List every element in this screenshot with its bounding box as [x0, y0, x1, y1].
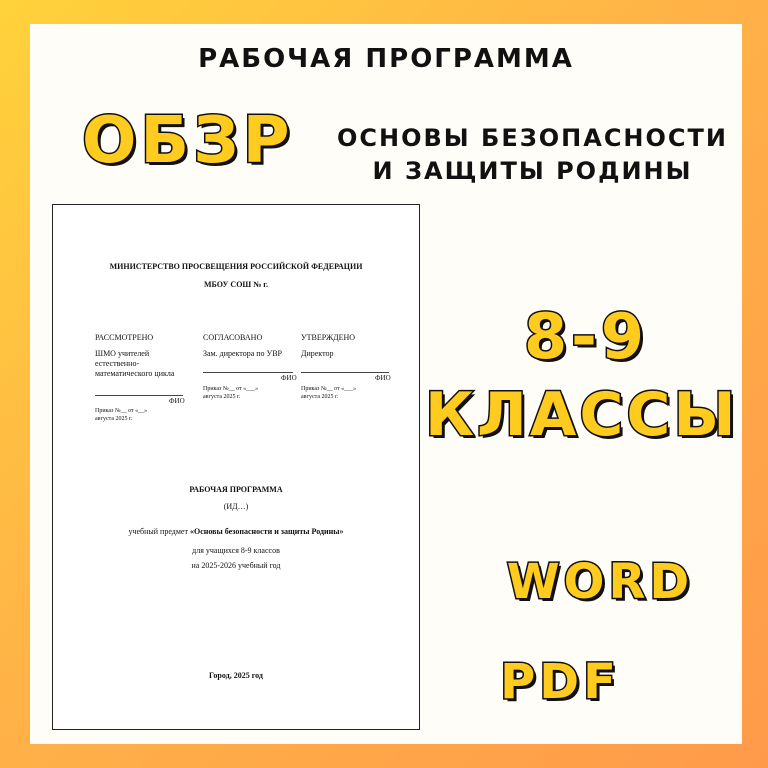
approval-body-2-line-1: Зам. директора по УВР: [203, 349, 282, 358]
promo-card: [30, 24, 742, 744]
approval-body-3-line-1: Директор: [301, 349, 334, 358]
approval-body-1-line-1: ШМО учителей: [95, 349, 150, 358]
banner-title: РАБОЧАЯ ПРОГРАММА: [198, 44, 574, 74]
subject-full-name: [330, 122, 735, 188]
doc-audience: для учащихся 8-9 классов: [192, 546, 280, 555]
fio-1: ФИО: [169, 397, 185, 405]
doc-program-title: РАБОЧАЯ ПРОГРАММА: [189, 485, 283, 494]
grade-range: 8-9: [523, 300, 648, 373]
approval-heading-3: УТВЕРЖДЕНО: [301, 333, 356, 342]
subject-abbreviation: ОБЗР: [82, 104, 294, 178]
grade-label: КЛАССЫ: [425, 380, 739, 450]
fio-3: ФИО: [375, 374, 391, 382]
signature-line-2: [203, 372, 293, 373]
order-2-line-1: Приказ №__ от «___»: [203, 386, 259, 392]
doc-school: МБОУ СОШ № г.: [204, 280, 268, 289]
signature-line-3: [301, 372, 389, 373]
format-word-badge: WORD: [506, 554, 694, 610]
doc-program-id: (ИД…): [223, 502, 249, 511]
doc-footer: Город, 2025 год: [209, 671, 263, 680]
approval-heading-1: РАССМОТРЕНО: [95, 333, 154, 342]
subject-full-line-1: ОСНОВЫ БЕЗОПАСНОСТИ: [337, 124, 728, 152]
order-1-line-2: августа 2025 г.: [95, 416, 133, 422]
doc-year: на 2025-2026 учебный год: [191, 561, 281, 570]
order-3-line-2: августа 2025 г.: [301, 394, 339, 400]
doc-ministry: МИНИСТЕРСТВО ПРОСВЕЩЕНИЯ РОССИЙСКОЙ ФЕДЕРАЦИИ: [109, 262, 363, 271]
doc-subject-prefix: учебный предмет: [128, 527, 190, 536]
order-3-line-1: Приказ №__ от «___»: [301, 386, 357, 392]
signature-line-1: [95, 395, 183, 396]
doc-subject-name: «Основы безопасности и защиты Родины»: [189, 527, 344, 536]
order-1-line-1: Приказ №__ от «__»: [95, 408, 148, 414]
approval-body-1-line-3: математического цикла: [95, 369, 175, 378]
approval-heading-2: СОГЛАСОВАНО: [203, 333, 263, 342]
order-2-line-2: августа 2025 г.: [203, 394, 241, 400]
document-preview: [52, 204, 420, 730]
format-pdf-badge: PDF: [500, 654, 620, 710]
subject-full-line-2: И ЗАЩИТЫ РОДИНЫ: [372, 157, 693, 185]
fio-2: ФИО: [281, 374, 297, 382]
approval-body-1-line-2: естественно-: [95, 359, 140, 368]
doc-subject-line: [53, 527, 419, 537]
